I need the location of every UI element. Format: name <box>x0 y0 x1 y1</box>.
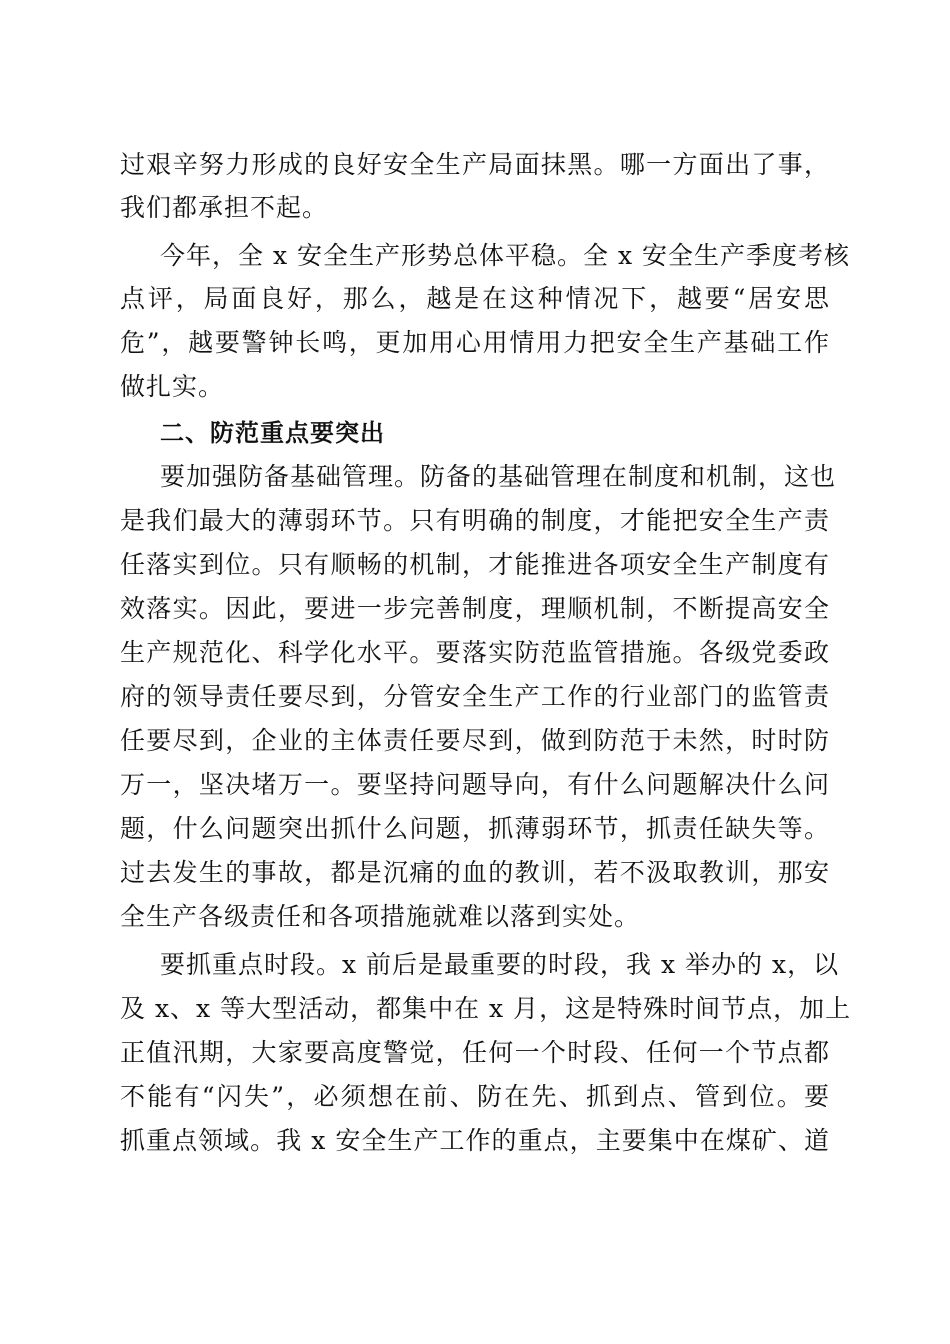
paragraph-line: 过艰辛努力形成的良好安全生产局面抹黑。哪一方面出了事， <box>120 150 830 179</box>
paragraph-line: 危”，越要警钟长鸣，更加用心用情用力把安全生产基础工作 <box>120 328 830 357</box>
paragraph-line: 我们都承担不起。 <box>120 193 329 222</box>
paragraph-line: 万一，坚决堵万一。要坚持问题导向，有什么问题解决什么问 <box>120 770 830 799</box>
paragraph-line: 点评，局面良好，那么，越是在这种情况下，越要“居安思 <box>120 284 830 313</box>
paragraph-line: 题，什么问题突出抓什么问题，抓薄弱环节，抓责任缺失等。 <box>120 814 830 843</box>
paragraph-line: 抓重点领域。我 x 安全生产工作的重点，主要集中在煤矿、道 <box>120 1126 830 1155</box>
paragraph-line: 不能有“闪失”，必须想在前、防在先、抓到点、管到位。要 <box>120 1082 830 1111</box>
paragraph-line: 任落实到位。只有顺畅的机制，才能推进各项安全生产制度有 <box>120 550 830 579</box>
paragraph-line: 生产规范化、科学化水平。要落实防范监管措施。各级党委政 <box>120 638 830 667</box>
paragraph-line: 效落实。因此，要进一步完善制度，理顺机制，不断提高安全 <box>120 594 830 623</box>
section-heading: 二、防范重点要突出 <box>160 419 385 447</box>
paragraph-line: 任要尽到，企业的主体责任要尽到，做到防范于未然，时时防 <box>120 726 830 755</box>
paragraph-line: 全生产各级责任和各项措施就难以落到实处。 <box>120 902 641 931</box>
paragraph-line: 是我们最大的薄弱环节。只有明确的制度，才能把安全生产责 <box>120 506 830 535</box>
paragraph-line: 及 x、x 等大型活动，都集中在 x 月，这是特殊时间节点，加上 <box>120 994 852 1023</box>
paragraph-line: 做扎实。 <box>120 372 225 401</box>
paragraph-line: 要抓重点时段。x 前后是最重要的时段，我 x 举办的 x，以 <box>160 950 840 979</box>
paragraph-line: 府的领导责任要尽到，分管安全生产工作的行业部门的监管责 <box>120 682 830 711</box>
paragraph-line: 过去发生的事故，都是沉痛的血的教训，若不汲取教训，那安 <box>120 858 830 887</box>
paragraph-line: 正值汛期，大家要高度警觉，任何一个时段、任何一个节点都 <box>120 1038 830 1067</box>
paragraph-line: 要加强防备基础管理。防备的基础管理在制度和机制，这也 <box>160 462 837 491</box>
paragraph-line: 今年，全 x 安全生产形势总体平稳。全 x 安全生产季度考核 <box>160 241 850 270</box>
